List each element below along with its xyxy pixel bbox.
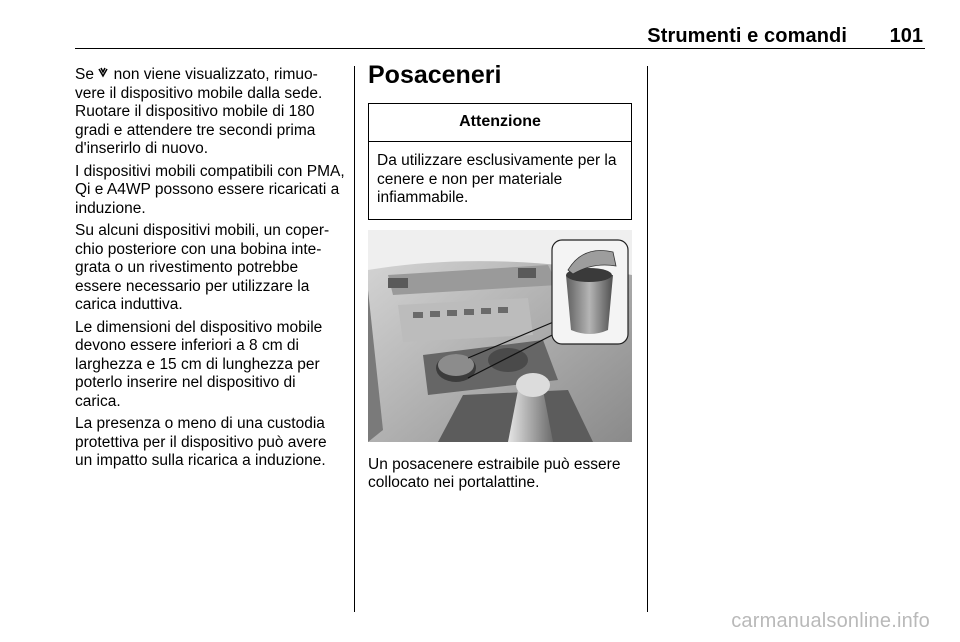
page-number: 101 — [889, 25, 923, 47]
warning-heading: Attenzione — [369, 104, 631, 142]
warning-box — [368, 103, 632, 220]
left-column — [75, 66, 345, 475]
middle-column — [368, 60, 632, 493]
paragraph-compatibility: I dispositivi mobili compatibili con PMA, Qi e A4WP possono essere ricaricati a induzione. — [75, 162, 345, 217]
wireless-charging-icon — [98, 66, 109, 85]
paragraph-dimensions: Le dimensioni del dispositivo mobile devono essere inferiori a 8 cm di larghezza e 15 cm di lunghezza per poterlo inserire nel dispositivo di carica. — [75, 318, 323, 410]
column-divider-left — [354, 66, 355, 612]
paragraph-prefix: Se — [75, 66, 94, 83]
paragraph-text: non viene visualizzato, rimuo-vere il dispositivo mobile dalla sede. Ruotare il dispositivo mobile di 180 gradi e attendere tre secondi prima d'inserirlo di nuovo. — [75, 66, 323, 157]
column-divider-right — [647, 66, 648, 612]
page-header — [75, 20, 925, 49]
ashtray-photo — [368, 230, 632, 442]
paragraph-wireless-icon — [75, 66, 345, 159]
photo-caption: Un posacenere estraibile può essere collocato nei portalattine. — [368, 455, 621, 491]
paragraph-case: La presenza o meno di una custodia protettiva per il dispositivo può avere un impatto sulla ricarica a induzione. — [75, 415, 327, 469]
section-header-title: Strumenti e comandi — [647, 25, 847, 47]
section-title: Posaceneri — [368, 61, 502, 89]
watermark-text: carmanualsonline.info — [731, 610, 930, 632]
warning-text: Da utilizzare esclusivamente per la cenere e non per materiale infiammabile. — [377, 152, 617, 206]
paragraph-back-cover: Su alcuni dispositivi mobili, un coper-chio posteriore con una bobina inte-grata o un rivestimento potrebbe essere necessario per utilizzare la carica induttiva. — [75, 222, 330, 313]
